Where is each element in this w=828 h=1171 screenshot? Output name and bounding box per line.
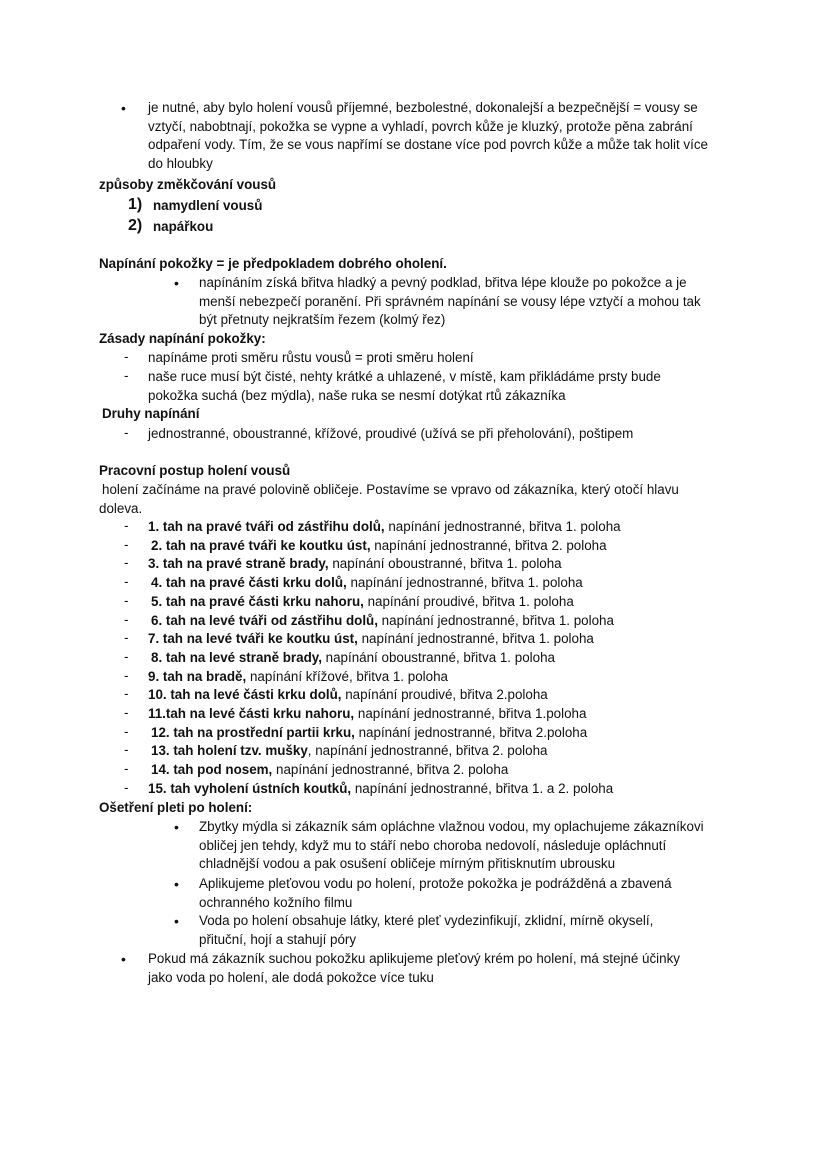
text-line: Zbytky mýdla si zákazník sám opláchne vlažnou vodou, my oplachujeme zákazníkovi: [199, 819, 704, 834]
step-title: 15. tah vyholení ústních koutků,: [148, 780, 352, 796]
list-number: 2): [128, 217, 143, 234]
aftercare-item: [199, 875, 739, 912]
dash-icon: -: [124, 723, 129, 739]
list-item: jednostranné, oboustranné, křížové, proudivé (užívá se při přeholování), poštipem: [148, 426, 634, 441]
dash-icon: -: [124, 705, 129, 720]
aftercare-item: [199, 912, 739, 949]
procedure-step: [148, 555, 562, 574]
types-heading: Druhy napínání: [102, 406, 200, 421]
dash-icon: -: [124, 667, 129, 683]
step-details: napínání jednostranné, břitva 1. poloha: [377, 612, 614, 628]
step-title: 1. tah na pravé tváři od zástřihu dolů,: [148, 519, 385, 534]
dash-icon: -: [124, 592, 129, 608]
step-title: 10. tah na levé části krku dolů,: [148, 687, 342, 703]
procedure-step: [148, 686, 548, 705]
dash-icon: -: [124, 536, 129, 552]
dash-icon: -: [124, 686, 129, 702]
softening-heading: způsoby změkčování vousů: [99, 177, 277, 192]
dash-icon: -: [124, 555, 129, 571]
step-title: 3. tah na pravé straně brady,: [148, 556, 329, 572]
step-title: 13. tah holení tzv. mušky: [151, 743, 308, 759]
text-line: Aplikujeme pleťovou vodu po holení, protože pokožka je podrážděná a zbavená: [199, 876, 672, 891]
step-details: napínání jednostranné, břitva 2. poloha: [272, 762, 509, 778]
list-item: napínáme proti směru růstu vousů = proti směru holení: [148, 350, 474, 365]
procedure-step: [151, 649, 555, 668]
list-number: 1): [128, 196, 143, 213]
step-title: 7. tah na levé tváři ke koutku úst,: [148, 631, 358, 647]
procedure-step: [151, 724, 587, 743]
step-title: 2. tah na pravé tváři ke koutku úst,: [151, 537, 371, 553]
procedure-step: [151, 742, 547, 761]
procedure-step: [151, 612, 614, 631]
step-title: 8. tah na levé straně brady,: [151, 649, 322, 665]
bullet-icon: •: [174, 913, 179, 929]
dash-icon: -: [124, 574, 129, 590]
dash-icon: -: [124, 518, 129, 533]
step-title: 14. tah pod nosem,: [151, 762, 273, 778]
dash-icon: -: [124, 630, 129, 646]
procedure-step: [151, 537, 607, 556]
step-details: napínání oboustranné, břitva 1. poloha: [328, 556, 562, 572]
step-title: 12. tah na prostřední partii krku,: [151, 724, 355, 740]
step-details: napínání jednostranné, břitva 1. a 2. poloha: [351, 780, 614, 796]
step-details: , napínání jednostranné, břitva 2. poloha: [307, 743, 548, 759]
intro-paragraph: [148, 99, 748, 173]
text-line: být přetnuty nejkratším řezem (kolmý řez): [199, 312, 446, 328]
procedure-step: [151, 761, 508, 780]
procedure-intro: [99, 481, 739, 518]
text-line: jako voda po holení, ale dodá pokožce více tuku: [148, 969, 434, 985]
list-item: [148, 368, 748, 405]
step-title: 5. tah na pravé části krku nahoru,: [151, 593, 364, 609]
step-details: napínání jednostranné, břitva 1.poloha: [354, 706, 587, 721]
procedure-step: [148, 518, 621, 537]
step-details: napínání jednostranné, břitva 2. poloha: [370, 537, 607, 553]
text-line: Voda po holení obsahuje látky, které pleť vydezinfikují, zklidní, mírně okyselí,: [199, 913, 654, 928]
procedure-step: [148, 668, 448, 687]
bullet-icon: •: [121, 100, 126, 116]
step-details: napínání jednostranné, břitva 2.poloha: [354, 724, 588, 740]
step-title: 9. tah na bradě,: [148, 668, 247, 684]
text-line: ochranného kožního filmu: [199, 894, 353, 910]
text-line: menší nebezpečí poranění. Při správném napínání se vousy lépe vztyčí a mohou tak: [199, 293, 701, 309]
step-title: 6. tah na levé tváři od zástřihu dolů,: [151, 612, 378, 628]
procedure-step: [148, 705, 586, 724]
text-line: je nutné, aby bylo holení vousů příjemné, bezbolestné, dokonalejší a bezpečnější = vousy se: [148, 100, 698, 115]
text-line: do hloubky: [148, 155, 213, 171]
dash-icon: -: [124, 425, 129, 440]
procedure-step: [148, 780, 613, 799]
bullet-icon: •: [174, 819, 179, 835]
procedure-step: [148, 630, 594, 649]
tensioning-paragraph: [199, 274, 739, 330]
bullet-icon: •: [174, 876, 179, 892]
step-title: 11.tah na levé části krku nahoru,: [148, 706, 355, 721]
list-item: napářkou: [153, 219, 214, 234]
procedure-step: [151, 574, 583, 593]
step-details: napínání proudivé, břitva 2.poloha: [341, 687, 548, 703]
step-title: 4. tah na pravé části krku dolů,: [151, 575, 347, 591]
dash-icon: -: [124, 611, 129, 627]
dash-icon: -: [124, 368, 129, 383]
text-line: chladnější vodou a pak osušení obličeje mírným přitisknutím ubrousku: [199, 856, 616, 872]
bullet-icon: •: [121, 951, 126, 967]
text-line: obličej jen tehdy, když mu to stáří nebo choroba nedovolí, následuje opláchnutí: [199, 837, 667, 853]
step-details: napínání jednostranné, břitva 1. poloha: [346, 575, 583, 591]
procedure-step: [151, 593, 574, 612]
text-line: přituční, hojí a stahují póry: [199, 931, 357, 947]
text-line: Pokud má zákazník suchou pokožku aplikujeme pleťový krém po holení, má stejné účinky: [148, 951, 680, 966]
dash-icon: -: [124, 648, 129, 664]
step-details: napínání oboustranné, břitva 1. poloha: [321, 649, 555, 665]
text-line: naše ruce musí být čisté, nehty krátké a uhlazené, v místě, kam přikládáme prsty bude: [148, 369, 661, 384]
step-details: napínání křížové, břitva 1. poloha: [246, 668, 448, 684]
dash-icon: -: [124, 761, 129, 777]
bullet-icon: •: [174, 275, 179, 291]
text-line: doleva.: [99, 500, 143, 516]
text-line: odpaření vody. Tím, že se vous napřímí se dostane více pod povrch kůže a může tak holit více: [148, 137, 708, 153]
step-details: napínání proudivé, břitva 1. poloha: [363, 593, 574, 609]
tensioning-heading: Napínání pokožky = je předpokladem dobrého oholení.: [99, 256, 447, 271]
text-line: holení začínáme na pravé polovině obličeje. Postavíme se vpravo od zákazníka, který otočí hlavu: [102, 482, 679, 497]
list-item: namydlení vousů: [153, 198, 263, 213]
text-line: napínáním získá břitva hladký a pevný podklad, břitva lépe klouže po pokožce a je: [199, 275, 687, 290]
procedure-heading: Pracovní postup holení vousů: [99, 463, 291, 478]
aftercare-item: [199, 818, 739, 874]
final-paragraph: [148, 950, 748, 987]
text-line: vztyčí, nabobtnají, pokožka se vypne a vyhladí, povrch kůže je kluzký, protože pěna zabrání: [148, 118, 693, 134]
dash-icon: -: [124, 742, 129, 758]
step-details: napínání jednostranné, břitva 1. poloha: [357, 631, 594, 647]
dash-icon: -: [124, 779, 129, 795]
aftercare-heading: Ošetření pleti po holení:: [99, 800, 253, 815]
step-details: napínání jednostranné, břitva 1. poloha: [384, 519, 621, 534]
text-line: pokožka suchá (bez mýdla), naše ruka se nesmí dotýkat rtů zákazníka: [148, 387, 566, 403]
principles-heading: Zásady napínání pokožky:: [99, 331, 266, 346]
dash-icon: -: [124, 349, 129, 364]
